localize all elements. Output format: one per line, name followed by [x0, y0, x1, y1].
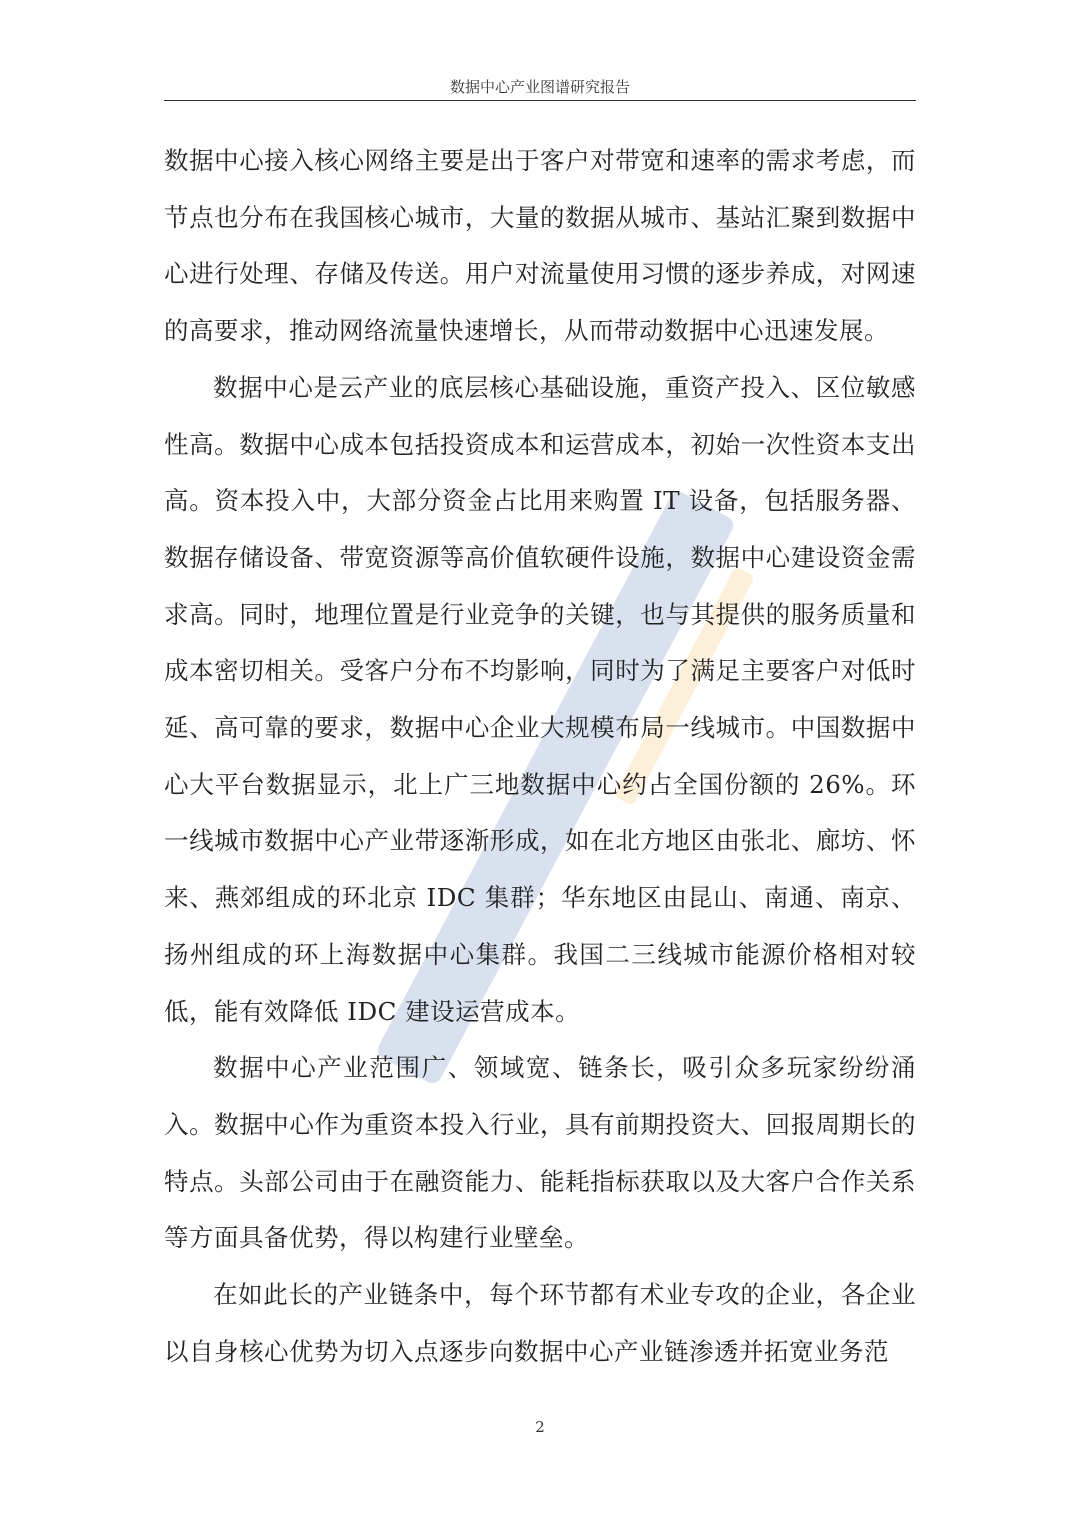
- page-number: 2: [535, 1418, 545, 1436]
- paragraph-1: 数据中心接入核心网络主要是出于客户对带宽和速率的需求考虑，而节点也分布在我国核心城市，大量的数据从城市、基站汇聚到数据中心进行处理、存储及传送。用户对流量使用习惯的逐步养成，对网速的高要求，推动网络流量快速增长，从而带动数据中心迅速发展。: [164, 146, 916, 346]
- paragraph-2: 数据中心是云产业的底层核心基础设施，重资产投入、区位敏感性高。数据中心成本包括投资成本和运营成本，初始一次性资本支出高。资本投入中，大部分资金占比用来购置 IT 设备，包括服务器、数据存储设备、带宽资源等高价值软硬件设施，数据中心建设资金需求高。同时，地理位置是行业竞争的关键，也与其提供的服务质量和成本密切相关。受客户分布不均影响，同时为了满足主要客户对低时延、高可靠的要求，数据中心企业大规模布局一线城市。中国数据中心大平台数据显示，北上广三地数据中心约占全国份额的 26%。环一线城市数据中心产业带逐渐形成，如在北方地区由张北、廊坊、怀来、燕郊组成的环北京 IDC 集群；华东地区由昆山、南通、南京、扬州组成的环上海数据中心集群。我国二三线城市能源价格相对较低，能有效降低 IDC 建设运营成本。: [164, 372, 916, 1026]
- paragraph-3: 数据中心产业范围广、领域宽、链条长，吸引众多玩家纷纷涌入。数据中心作为重资本投入行业，具有前期投资大、回报周期长的特点。头部公司由于在融资能力、能耗指标获取以及大客户合作关系等方面具备优势，得以构建行业壁垒。: [164, 1053, 916, 1253]
- paragraph-4: 在如此长的产业链条中，每个环节都有术业专攻的企业，各企业以自身核心优势为切入点逐步向数据中心产业链渗透并拓宽业务范: [164, 1280, 916, 1366]
- document-body: [164, 133, 916, 1380]
- page-header: [164, 74, 916, 101]
- header-title: 数据中心产业图谱研究报告: [449, 78, 630, 96]
